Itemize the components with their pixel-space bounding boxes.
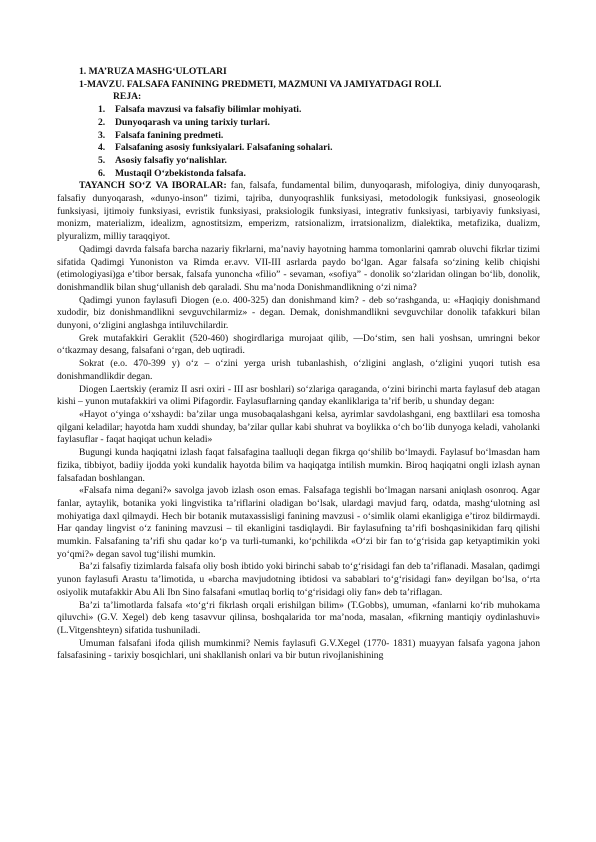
plan-item [57,104,540,117]
plan-item-number: 2. [98,116,106,128]
body-paragraph: Qadimgi yunon faylasufi Diogen (e.o. 400-325) dan donishmand kim? - deb so‘rashganda, u: «Haqiqiy donishmand xudodir, biz donishmandlikni sevguvchilarmiz» - degan. Demak, donishmandlikni sevguvchilar donolik tafakkuri bilan dunyoni, o‘zligini anglashga intiluvchilardir. [57,294,540,332]
plan-item-text: Dunyoqarash va uning tarixiy turlari. [115,116,270,128]
plan-item-text: Falsafaning asosiy funksiyalari. Falsafaning sohalari. [115,142,333,154]
keywords-label: TAYANCH SO‘Z VA IBORALAR: [79,180,227,192]
keywords-text: fan, falsafa, fundamental bilim, dunyoqarash, mifologiya, diniy dunyoqarash, falsafiy dunyoqarash, «dunyo-inson” tizimi, tajriba, dunyoqrashlik funksiyasi, metodologik funksiyasi, gnoseologik funksiyasi, ijtimoiy funksiyasi, evristik funksiyasi, praksiologik funksiyasi, integrativ funksiyasi, tarbiyaviy funksiyasi, monizm, materializm, idealizm, agnostitsizm, emperizm, ratsionalizm, irratsionalizm, dialektika, metafizika, dualizm, plyuralizm, milliy taraqqiyot. [57,180,540,243]
body-paragraph: Ba’zi ta’limotlarda falsafa «to‘g‘ri fikrlash orqali erishilgan bilim» (T.Gobbs), umuman, «fanlarni ko‘rib muhokama qiluvchi» (G.V. Xegel) deb keng tasavvur qilinsa, boshqalarida tor ma’noda, masalan, «fikrning mantiqiy oydinlashuvi» (L.Vitgenshteyn) sifatida tushuniladi. [57,599,540,636]
plan-item-text: Falsafa mavzusi va falsafiy bilimlar mohiyati. [115,104,302,116]
keywords-paragraph [57,180,540,244]
body-paragraph: Diogen Laertskiy (eramiz II asri oxiri - III asr boshlari) so‘zlariga qaraganda, o‘zini birinchi marta faylasuf deb atagan kishi – yunon mutafakkiri va olimi Pifagordir. Faylasuflarning qanday ekanliklariga ta’rif berib, u shunday degan: [57,383,540,408]
page-content [57,66,540,663]
plan-item [57,168,540,181]
plan-item-text: Falsafa fanining predmeti. [115,129,224,141]
body-paragraph: Qadimgi davrda falsafa barcha nazariy fikrlarni, ma’naviy hayotning hamma tomonlarini qamrab oluvchi fikrlar tizimi sifatida Qadimgi Yunoniston va Rimda er.avv. VII-III asrlarda paydo bo‘lgan. Agar falsafa so‘zining kelib chiqishi (etimologiyasi)ga e’tibor bersak, falsafa yunoncha «filio” - sevaman, «sofiya” - donolik so‘zlaridan olingan bo‘lib, donolik, donishmandlik bilan shug‘ullanish deb qaraladi. Shu ma’noda Donishmandlikning o‘zi nima? [57,243,540,293]
plan-item [57,130,540,143]
body-paragraph: «Falsafa nima degani?» savolga javob izlash oson emas. Falsafaga tegishli bo‘lmagan narsani aniqlash osonroq. Agar fanlar, aytaylik, botanika yoki lingvistika ta’riflarini oladigan bo‘lsak, ulardagi mavjud farq, odatda, mashg‘ulotning asl mohiyatiga daxl qilmaydi. Hech bir botanik mutaxassisligi fanining mavzusi - o‘simlik olami ekanligiga e’tiroz bildirmaydi. Har qanday lingvist o‘z fanining mavzusi – til ekanligini tasdiqlaydi. Bir faylasufning ta’rifi boshqasinikidan farq qilishi mumkin. Falsafaning ta’rifi shu qadar ko‘p va turli-tumanki, ko‘pchilikda «O‘zi bir fan to‘g‘risida gap ketyaptimikin yoki yo‘qmi?» degan savol tug‘ilishi mumkin. [57,485,540,560]
body-paragraph: Umuman falsafani ifoda qilish mumkinmi? Nemis faylasufi G.V.Xegel (1770- 1831) muayyan falsafa yagona jahon falsafasining - tarixiy bosqichlari, uni shakllanish onlari va bir butun rivojlanishining [57,637,540,662]
plan-item [57,142,540,155]
topic-heading: 1-MAVZU. FALSAFA FANINING PREDMETI, MAZMUNI VA JAMIYATDAGI ROLI. [79,78,442,90]
plan-heading: REJA: [113,91,142,103]
body-paragraph: Sokrat (e.o. 470-399 y) o‘z – o‘zini yerga urish tubanlashish, o‘zligini anglash, o‘zligini yuqori tutish esa donishmandlikdir degan. [57,358,540,382]
plan-item-number: 6. [98,167,106,179]
body-paragraph: Ba’zi falsafiy tizimlarda falsafa oliy bosh ibtido yoki birinchi sabab to‘g‘risidagi fan deb ta’riflanadi. Masalan, qadimgi yunon faylasufi Arastu ta’limotida, u «barcha mavjudotning ibtidosi va sabablari to‘g‘risidagi fan» deyilgan bo‘lsa, o‘rta osiyolik mutafakkir Abu Ali Ibn Sino falsafani «mutlaq borliq to‘g‘risidagi oliy fan» deb ta’riflagan. [57,561,540,598]
lecture-heading: 1. MA’RUZA MASHG‘ULOTLARI [79,66,227,77]
plan-list [57,104,540,180]
plan-item-text: Mustaqil O‘zbekistonda falsafa. [115,167,246,179]
plan-item-number: 3. [98,129,106,141]
plan-item [57,155,540,168]
plan-item-number: 4. [98,142,106,154]
body-paragraph: Grek mutafakkiri Geraklit (520-460) shogirdlariga murojaat qilib, ―Do‘stim, sen hali yoshsan, umringni bekor o‘tkazmay desang, falsafani o‘rgan, deb uqtiradi. [57,332,540,357]
plan-item-text: Asosiy falsafiy yo‘nalishlar. [115,154,227,166]
plan-item-number: 5. [98,154,106,166]
plan-item-number: 1. [98,104,106,116]
quote-paragraph: «Hayot o‘yinga o‘xshaydi: ba’zilar unga musobaqalashgani kelsa, ayrimlar savdolashgani, eng baxtlilari esa tomosha qilgani keladilar; hayotda ham xuddi shunday, ba’zilar qullar kabi shuhrat va boylikka o‘ch bo‘lib dunyoga keladi, vaholanki faylasuflar - faqat haqiqat uchun keladi» [57,408,540,446]
body-paragraph: Bugungi kunda haqiqatni izlash faqat falsafagina taalluqli degan fikrga qo‘shilib bo‘lmaydi. Faylasuf bo‘lmasdan ham fizika, tibbiyot, badiiy ijodda yoki kundalik hayotda bilim va haqiqatga intilish mumkin. Biroq haqiqatni ongli izlash aynan falsafadan boshlangan. [57,447,540,484]
plan-item [57,117,540,130]
